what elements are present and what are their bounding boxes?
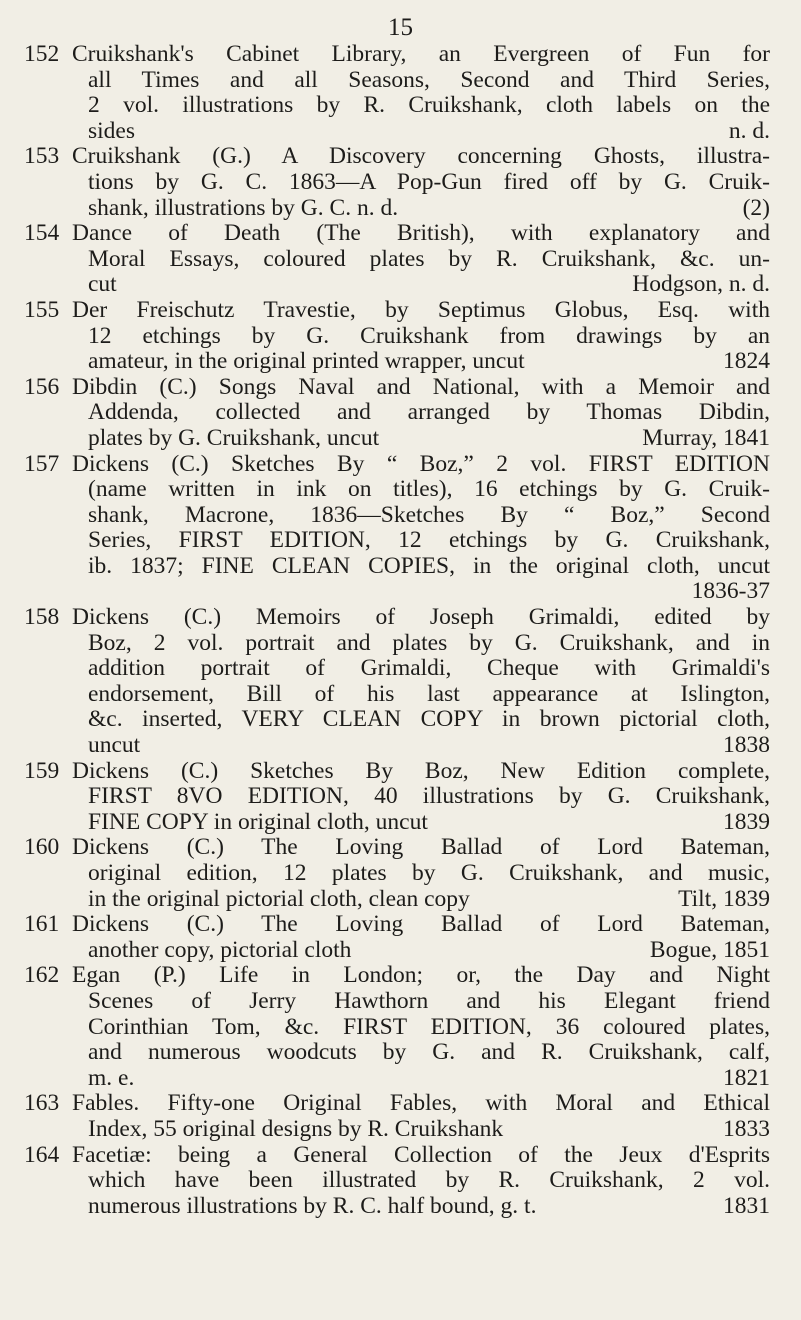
entry-line: [88, 861, 770, 887]
lot-number: 152: [24, 41, 60, 67]
entry-line: [72, 375, 770, 401]
entry-text: numerous illustrations by R. C. half bound, g. t.: [88, 1192, 537, 1219]
entry-imprint: Hodgson, n. d.: [632, 271, 770, 298]
entry-text: uncut: [88, 732, 141, 759]
catalogue-entry: [0, 1091, 801, 1142]
entry-line: [72, 963, 770, 989]
entry-text: FIRST 8VO EDITION, 40 illustrations by G. Cruikshank,: [88, 783, 770, 810]
page-number: 15: [388, 14, 413, 41]
entry-line: [88, 68, 770, 94]
entry-line: [88, 1015, 770, 1041]
lot-number: 163: [24, 1090, 60, 1117]
entry-line: [88, 503, 770, 529]
catalogue-entry: [0, 912, 801, 963]
catalogue-entry: [0, 375, 801, 452]
entry-text: 12 etchings by G. Cruikshank from drawings by an: [88, 322, 770, 349]
entry-text: Fables. Fifty-one Original Fables, with Moral and Ethical: [72, 1090, 770, 1117]
entry-line: [88, 477, 770, 503]
entry-text: Corinthian Tom, &c. FIRST EDITION, 36 coloured plates,: [88, 1013, 770, 1040]
entry-text: (name written in ink on titles), 16 etchings by G. Cruik-: [88, 476, 770, 503]
entry-line: [88, 119, 770, 145]
entry-text: plates by G. Cruikshank, uncut: [88, 424, 380, 451]
entry-text: Dickens (C.) The Loving Ballad of Lord Bateman,: [72, 911, 770, 938]
entry-line: [88, 247, 770, 273]
entry-text: and numerous woodcuts by G. and R. Cruikshank, calf,: [88, 1039, 770, 1066]
entry-line: [88, 349, 770, 375]
entry-text: Series, FIRST EDITION, 12 etchings by G. Cruikshank,: [88, 527, 770, 554]
entry-imprint: 1821: [723, 1064, 770, 1091]
entry-imprint: Tilt, 1839: [678, 885, 770, 912]
entry-line: [88, 631, 770, 657]
catalogue-entry: [0, 963, 801, 1091]
entry-imprint: (2): [742, 194, 770, 221]
catalogue-entry: [0, 42, 801, 144]
entry-line: [72, 1143, 770, 1169]
entry-text: original edition, 12 plates by G. Cruikshank, and music,: [88, 860, 770, 886]
entry-line: [88, 989, 770, 1015]
entry-text: Addenda, collected and arranged by Thomas Dibdin,: [88, 399, 770, 426]
entry-line: [88, 1066, 770, 1092]
entry-text: Boz, 2 vol. portrait and plates by G. Cruikshank, and in: [88, 629, 770, 656]
entry-line: [88, 324, 770, 350]
entry-text: Index, 55 original designs by R. Cruikshank: [88, 1115, 504, 1142]
lot-number: 159: [24, 757, 60, 784]
entry-text: Dickens (C.) Sketches By Boz, New Edition complete,: [72, 757, 770, 784]
entry-line: [72, 144, 770, 170]
catalogue-entry: [0, 1143, 801, 1220]
entry-line: [88, 1117, 770, 1143]
catalogue-entry: [0, 605, 801, 759]
entry-line: [88, 656, 770, 682]
entry-text: Cruikshank (G.) A Discovery concerning Ghosts, illustra-: [72, 143, 770, 170]
entry-line: [88, 887, 770, 913]
entry-line: [72, 605, 770, 631]
entry-line: [88, 426, 770, 452]
entry-line: [72, 221, 770, 247]
entry-line: [88, 196, 770, 222]
entry-imprint: 1833: [723, 1115, 770, 1142]
entry-line: [88, 733, 770, 759]
entry-text: all Times and all Seasons, Second and Third Series,: [88, 66, 770, 93]
lot-number: 161: [24, 911, 60, 938]
entry-text: Der Freischutz Travestie, by Septimus Globus, Esq. with: [72, 296, 770, 323]
lot-number: 162: [24, 962, 60, 989]
entry-text: Facetiæ: being a General Collection of the Jeux d'Esprits: [72, 1141, 770, 1168]
entry-text: Dibdin (C.) Songs Naval and National, with a Memoir and: [72, 373, 770, 400]
entry-line: [88, 707, 770, 733]
catalogue-entry: [0, 144, 801, 221]
entry-line: [88, 810, 770, 836]
catalogue-entry: [0, 759, 801, 836]
catalogue-entry: [0, 221, 801, 298]
catalogue-entry: [0, 835, 801, 912]
entry-line: [72, 42, 770, 68]
entry-imprint: Murray, 1841: [642, 424, 770, 451]
entry-imprint: n. d.: [728, 117, 770, 144]
entry-text: endorsement, Bill of his last appearance at Islington,: [88, 680, 770, 707]
entry-text: another copy, pictorial cloth: [88, 936, 352, 963]
entry-line: [88, 1168, 770, 1194]
entry-line: [72, 759, 770, 785]
entry-text: sides: [88, 117, 135, 144]
entry-line: [88, 554, 770, 580]
entry-text: 2 vol. illustrations by R. Cruikshank, cloth labels on the: [88, 92, 770, 119]
entry-text: Dickens (C.) Memoirs of Joseph Grimaldi, edited by: [72, 604, 770, 631]
entry-imprint: 1839: [723, 808, 770, 835]
entry-text: &c. inserted, VERY CLEAN COPY in brown pictorial cloth,: [88, 706, 770, 733]
entry-text: shank, Macrone, 1836—Sketches By “ Boz,” Second: [88, 501, 770, 528]
entry-text: Dance of Death (The British), with explanatory and: [72, 220, 770, 247]
entry-line: [72, 835, 770, 861]
lot-number: 156: [24, 373, 60, 400]
entry-line: [88, 938, 770, 964]
entry-imprint: 1838: [723, 732, 770, 759]
entry-text: shank, illustrations by G. C. n. d.: [88, 194, 399, 221]
lot-number: 157: [24, 450, 60, 477]
entry-text: FINE COPY in original cloth, uncut: [88, 808, 428, 835]
entry-text: addition portrait of Grimaldi, Cheque with Grimaldi's: [88, 655, 770, 682]
entry-imprint: 1824: [723, 348, 770, 375]
entry-line: [72, 452, 770, 478]
entry-text: ib. 1837; FINE CLEAN COPIES, in the original cloth, uncut: [88, 552, 770, 579]
entry-text: Moral Essays, coloured plates by R. Cruikshank, &c. un-: [88, 245, 770, 272]
entry-text: Egan (P.) Life in London; or, the Day and Night: [72, 962, 770, 989]
entry-line: [88, 682, 770, 708]
lot-number: 154: [24, 220, 60, 247]
entry-text: amateur, in the original printed wrapper, uncut: [88, 348, 525, 375]
entry-line: [72, 912, 770, 938]
entry-text: Scenes of Jerry Hawthorn and his Elegant friend: [88, 987, 770, 1014]
entry-text: m. e.: [88, 1064, 135, 1091]
catalogue-entry: [0, 452, 801, 606]
entry-line: [88, 784, 770, 810]
entry-line: [88, 1194, 770, 1220]
entry-imprint: 1836-37: [691, 578, 770, 605]
entry-text: tions by G. C. 1863—A Pop-Gun fired off by G. Cruik-: [88, 168, 770, 195]
catalogue-entry: [0, 298, 801, 375]
entry-imprint: Bogue, 1851: [649, 936, 770, 963]
entry-line: [88, 93, 770, 119]
entry-text: which have been illustrated by R. Cruikshank, 2 vol.: [88, 1167, 770, 1194]
entry-line: [72, 298, 770, 324]
lot-number: 164: [24, 1141, 60, 1168]
lot-number: 160: [24, 834, 60, 861]
entry-line: [88, 170, 770, 196]
entry-imprint: 1831: [723, 1192, 770, 1219]
entry-line: [88, 528, 770, 554]
entry-line: [88, 272, 770, 298]
catalogue-entries: [0, 42, 801, 1219]
entry-text: cut: [88, 271, 117, 298]
entry-text: Dickens (C.) The Loving Ballad of Lord Bateman,: [72, 834, 770, 861]
entry-line: [88, 1040, 770, 1066]
entry-line: [88, 579, 770, 605]
entry-text: in the original pictorial cloth, clean copy: [88, 885, 470, 912]
entry-text: Dickens (C.) Sketches By “ Boz,” 2 vol. FIRST EDITION: [72, 450, 770, 477]
entry-line: [72, 1091, 770, 1117]
lot-number: 155: [24, 296, 60, 323]
entry-line: [88, 400, 770, 426]
lot-number: 153: [24, 143, 60, 170]
entry-text: Cruikshank's Cabinet Library, an Evergreen of Fun for: [72, 41, 770, 67]
lot-number: 158: [24, 604, 60, 631]
